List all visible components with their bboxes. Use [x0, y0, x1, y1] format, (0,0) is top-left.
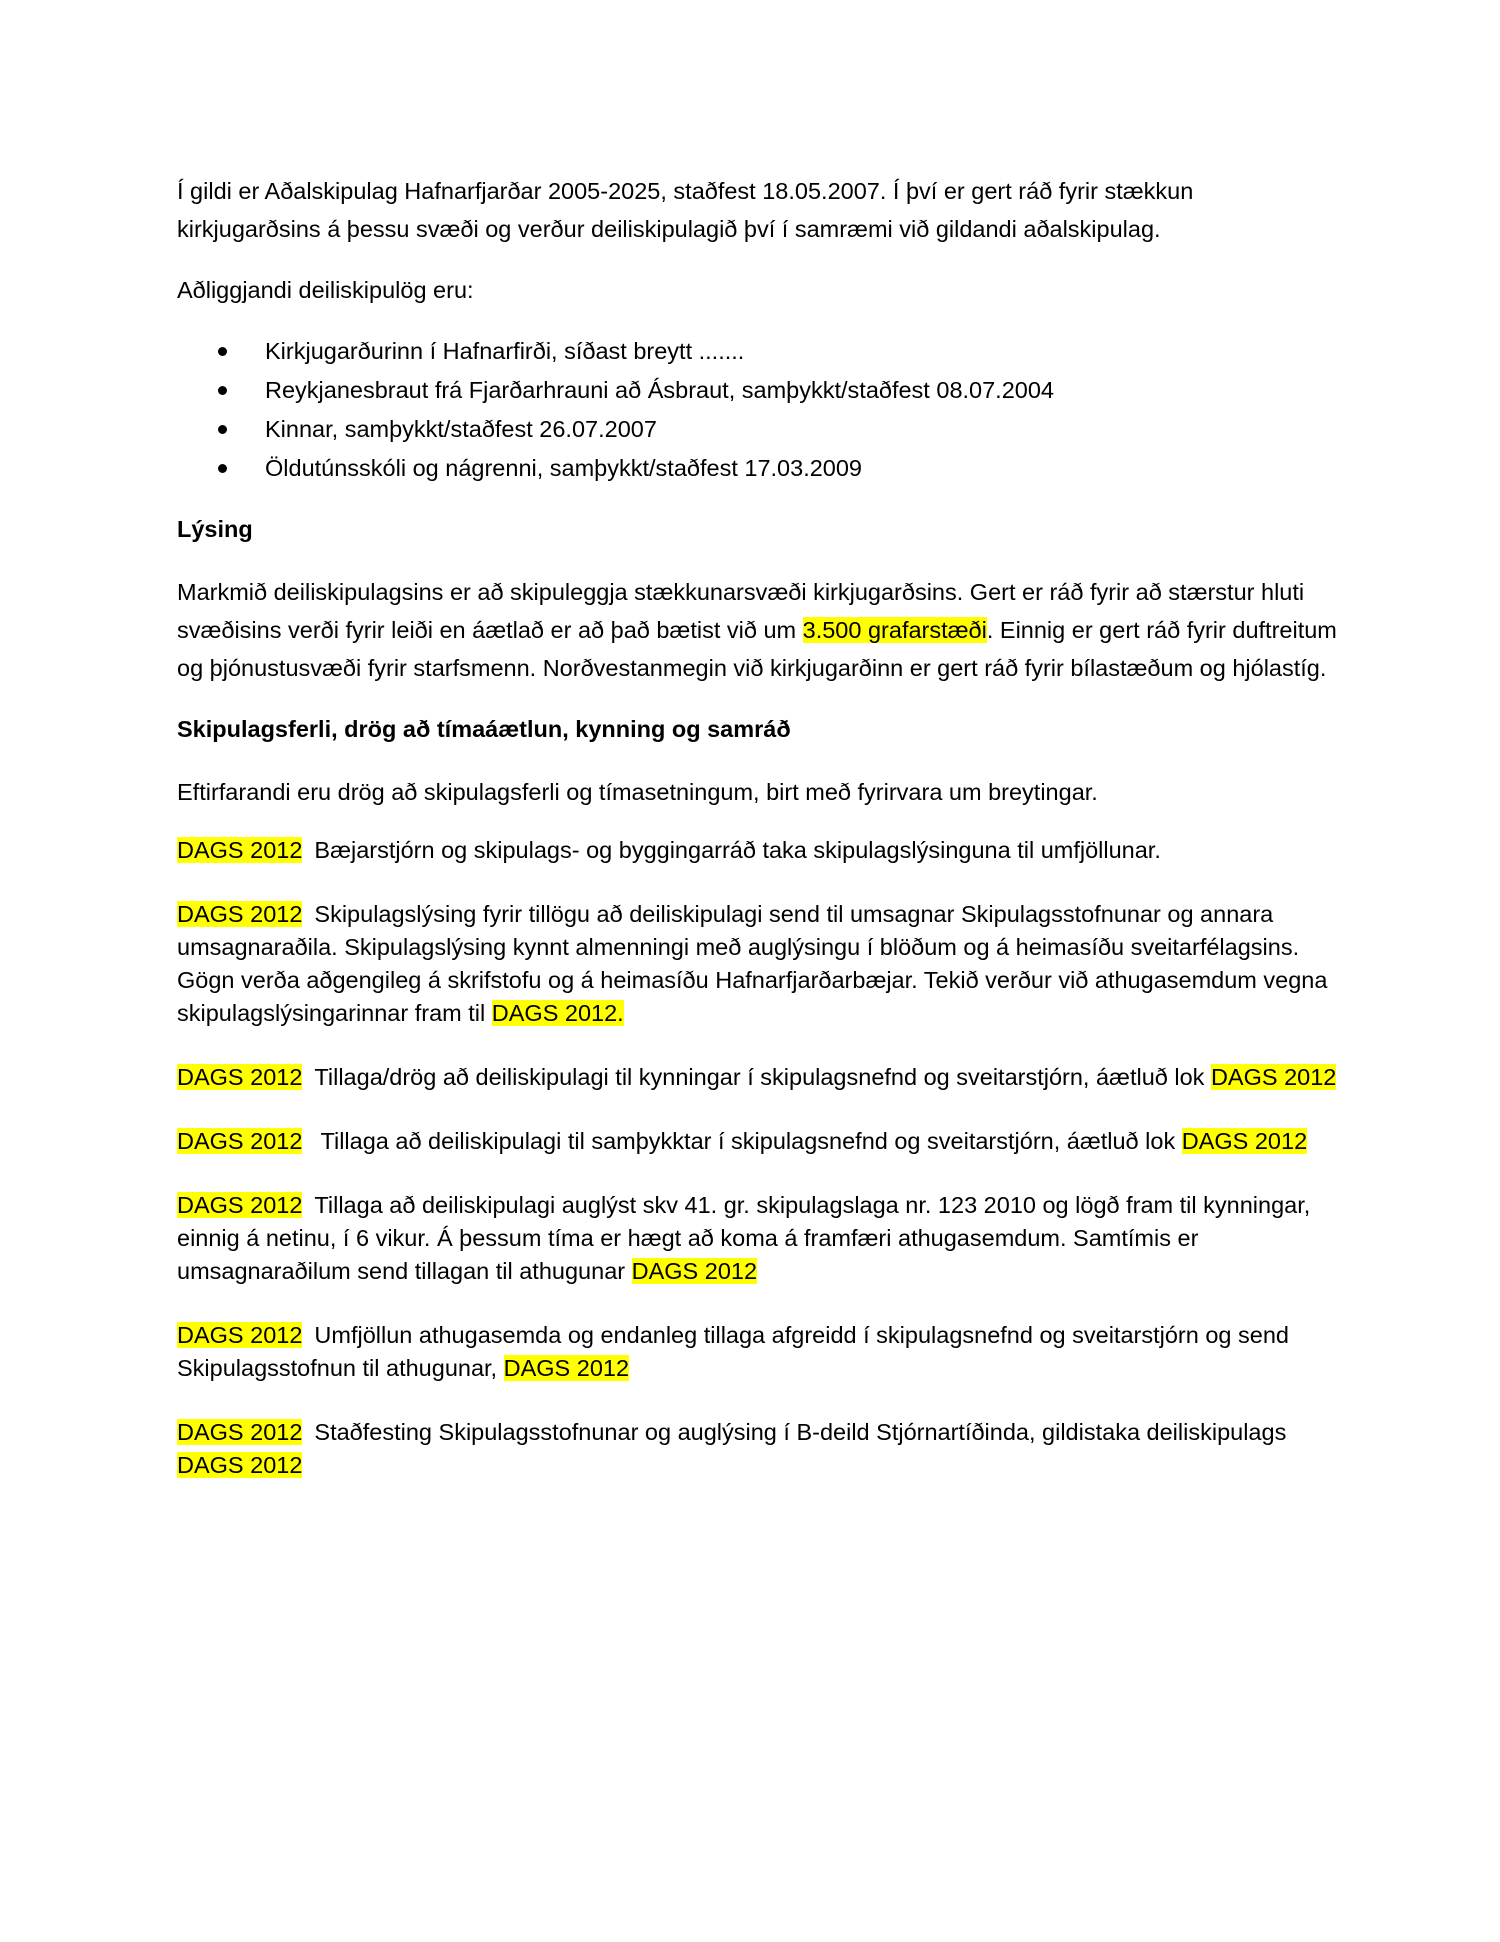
- description-paragraph: [177, 573, 1337, 687]
- step-end-date: DAGS 2012: [631, 1258, 758, 1284]
- list-item: Kinnar, samþykkt/staðfest 26.07.2007: [177, 410, 1337, 449]
- process-step: [177, 1319, 1337, 1385]
- process-step: [177, 834, 1337, 867]
- step-date-badge: DAGS 2012: [177, 1064, 303, 1090]
- grave-count-highlight: 3.500 grafarstæði: [802, 617, 987, 643]
- step-end-date: DAGS 2012.: [491, 1000, 624, 1026]
- document-page: [177, 172, 1337, 1513]
- list-item: Öldutúnsskóli og nágrenni, samþykkt/staðfest 17.03.2009: [177, 449, 1337, 488]
- step-text: Tillaga að deiliskipulagi til samþykktar í skipulagsnefnd og sveitarstjórn, áætluð lok: [314, 1128, 1182, 1154]
- step-date-badge: DAGS 2012: [177, 901, 303, 927]
- process-step: [177, 1416, 1337, 1482]
- process-step: [177, 1125, 1337, 1158]
- intro-line-2: kirkjugarðsins á þessu svæði og verður deiliskipulagið því í samræmi við gildandi aðalskipulag.: [177, 216, 1161, 242]
- step-date-badge: DAGS 2012: [177, 1419, 303, 1445]
- step-date-badge: DAGS 2012: [177, 1128, 303, 1154]
- bullet-icon: [218, 464, 227, 473]
- step-end-date: DAGS 2012: [503, 1355, 630, 1381]
- description-heading: Lýsing: [177, 516, 253, 542]
- step-date-badge: DAGS 2012: [177, 1192, 303, 1218]
- bullet-icon: [218, 425, 227, 434]
- step-text: Bæjarstjórn og skipulags- og byggingarráð taka skipulagslýsinguna til umfjöllunar.: [314, 837, 1161, 863]
- intro-paragraph: [177, 172, 1337, 248]
- step-text: Tillaga að deiliskipulagi auglýst skv 41. gr. skipulagslaga nr. 123 2010 og lögð fram til kynningar, einnig á netinu, í 6 vikur. Á þessum tíma er hægt að koma á framfæri athugasemdum. Samtímis er umsagnaraðilum send tillagan til athugunar: [177, 1192, 1311, 1284]
- step-text: Tillaga/drög að deiliskipulagi til kynningar í skipulagsnefnd og sveitarstjórn, áætluð lok: [314, 1064, 1211, 1090]
- process-step: [177, 898, 1337, 1030]
- step-end-date: DAGS 2012: [1181, 1128, 1308, 1154]
- description-text-after: . Einnig er gert ráð fyrir duftreitum og þjónustusvæði fyrir starfsmenn. Norðvestanmegin við kirkjugarðinn er gert ráð fyrir bílastæðum og hjólastíg.: [177, 617, 1337, 681]
- description-text-before: Markmið deiliskipulagsins er að skipuleggja stækkunarsvæði kirkjugarðsins. Gert er ráð fyrir að stærstur hluti svæðisins verði fyrir leiði en áætlað er að það bætist við um: [177, 579, 1305, 643]
- step-end-date: DAGS 2012: [177, 1452, 303, 1478]
- list-item: Reykjanesbraut frá Fjarðarhrauni að Ásbraut, samþykkt/staðfest 08.07.2004: [177, 371, 1337, 410]
- step-date-badge: DAGS 2012: [177, 1322, 303, 1348]
- bullet-icon: [218, 386, 227, 395]
- step-text: Umfjöllun athugasemda og endanleg tillaga afgreidd í skipulagsnefnd og sveitarstjórn og send Skipulagsstofnun til athugunar,: [177, 1322, 1289, 1381]
- process-intro: Eftirfarandi eru drög að skipulagsferli og tímasetningum, birt með fyrirvara um breytingar.: [177, 779, 1098, 805]
- step-text: Staðfesting Skipulagsstofnunar og auglýsing í B-deild Stjórnartíðinda, gildistaka deiliskipulags: [314, 1419, 1287, 1445]
- process-step: [177, 1189, 1337, 1288]
- process-step: [177, 1061, 1337, 1094]
- step-text: Skipulagslýsing fyrir tillögu að deiliskipulagi send til umsagnar Skipulagsstofnunar og annara umsagnaraðila. Skipulagslýsing kynnt almenningi með auglýsingu í blöðum og á heimasíðu sveitarfélagsins. Gögn verða aðgengileg á skrifstofu og á heimasíðu Hafnarfjarðarbæjar. Tekið verður við athugasemdum vegna skipulagslýsingarinnar fram til: [177, 901, 1328, 1026]
- bullet-icon: [218, 347, 227, 356]
- list-item: Kirkjugarðurinn í Hafnarfirði, síðast breytt .......: [177, 332, 1337, 371]
- step-end-date: DAGS 2012: [1210, 1064, 1337, 1090]
- adjacent-plans-title: Aðliggjandi deiliskipulög eru:: [177, 277, 474, 303]
- adjacent-plans-list: [177, 332, 1337, 488]
- step-date-badge: DAGS 2012: [177, 837, 303, 863]
- intro-line-1: Í gildi er Aðalskipulag Hafnarfjarðar 2005-2025, staðfest 18.05.2007. Í því er gert ráð fyrir stækkun: [177, 178, 1194, 204]
- process-heading: Skipulagsferli, drög að tímaáætlun, kynning og samráð: [177, 716, 791, 742]
